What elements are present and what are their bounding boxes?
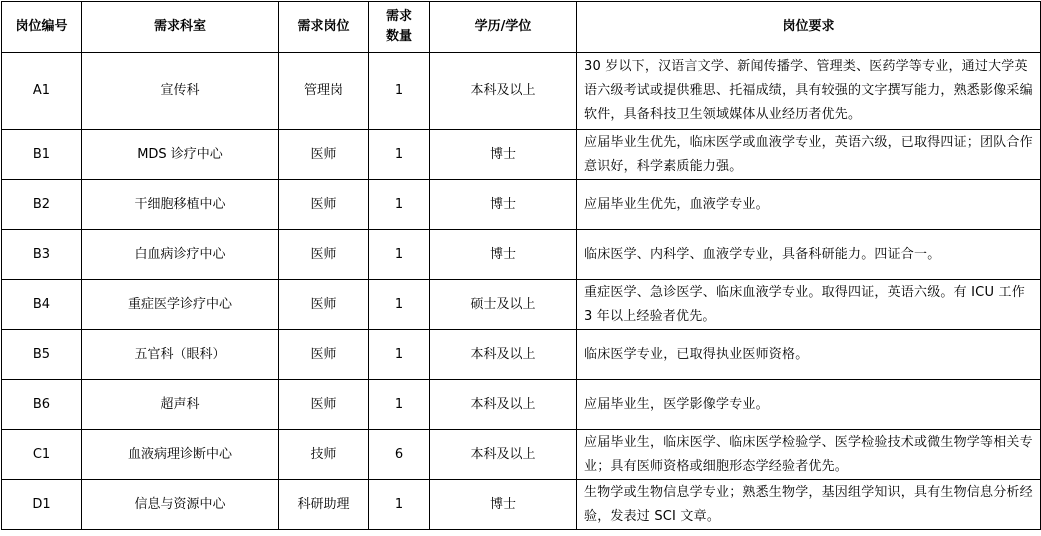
cell-degree: 博士 [430,180,577,230]
cell-code: B5 [2,330,82,380]
cell-degree: 博士 [430,130,577,180]
header-dept: 需求科室 [82,2,279,53]
table-row [2,130,1041,180]
cell-dept: 五官科（眼科） [82,330,279,380]
cell-code: D1 [2,480,82,530]
cell-count: 1 [369,280,430,330]
cell-requirements: 生物学或生物信息学专业；熟悉生物学，基因组学知识，具有生物信息分析经验，发表过 SCI 文章。 [577,480,1041,530]
table-header-row [2,2,1041,53]
header-count-label: 需求数量 [386,9,413,44]
cell-count: 1 [369,130,430,180]
cell-count: 1 [369,230,430,280]
cell-code: B4 [2,280,82,330]
cell-count: 1 [369,180,430,230]
table-row [2,380,1041,430]
cell-degree: 博士 [430,480,577,530]
cell-dept: 宣传科 [82,53,279,130]
table-row [2,480,1041,530]
cell-position: 医师 [279,380,369,430]
cell-degree: 硕士及以上 [430,280,577,330]
cell-code: B2 [2,180,82,230]
cell-requirements: 应届毕业生，医学影像学专业。 [577,380,1041,430]
cell-position: 医师 [279,230,369,280]
cell-position: 技师 [279,430,369,480]
cell-dept: 重症医学诊疗中心 [82,280,279,330]
cell-code: B1 [2,130,82,180]
table-row [2,180,1041,230]
header-requirements: 岗位要求 [577,2,1041,53]
cell-count: 6 [369,430,430,480]
cell-position: 管理岗 [279,53,369,130]
header-degree: 学历/学位 [430,2,577,53]
positions-table [1,1,1041,530]
table-row [2,330,1041,380]
cell-code: C1 [2,430,82,480]
cell-requirements: 重症医学、急诊医学、临床血液学专业。取得四证，英语六级。有 ICU 工作 3 年以上经验者优先。 [577,280,1041,330]
cell-requirements: 30 岁以下，汉语言文学、新闻传播学、管理类、医药学等专业，通过大学英语六级考试或提供雅思、托福成绩，具有较强的文字撰写能力，熟悉影像采编软件，具备科技卫生领域媒体从业经历者优先。 [577,53,1041,130]
cell-dept: MDS 诊疗中心 [82,130,279,180]
cell-position: 医师 [279,280,369,330]
header-count [369,2,430,53]
cell-position: 医师 [279,180,369,230]
cell-dept: 信息与资源中心 [82,480,279,530]
cell-code: A1 [2,53,82,130]
cell-count: 1 [369,53,430,130]
cell-requirements: 应届毕业生优先，临床医学或血液学专业，英语六级，已取得四证；团队合作意识好，科学素质能力强。 [577,130,1041,180]
cell-code: B3 [2,230,82,280]
cell-degree: 本科及以上 [430,430,577,480]
cell-dept: 白血病诊疗中心 [82,230,279,280]
cell-code: B6 [2,380,82,430]
cell-requirements: 临床医学专业，已取得执业医师资格。 [577,330,1041,380]
cell-count: 1 [369,330,430,380]
cell-dept: 血液病理诊断中心 [82,430,279,480]
cell-degree: 博士 [430,230,577,280]
cell-position: 医师 [279,130,369,180]
header-position: 需求岗位 [279,2,369,53]
cell-degree: 本科及以上 [430,53,577,130]
cell-degree: 本科及以上 [430,330,577,380]
cell-count: 1 [369,380,430,430]
header-code: 岗位编号 [2,2,82,53]
cell-position: 科研助理 [279,480,369,530]
cell-count: 1 [369,480,430,530]
cell-requirements: 应届毕业生优先，血液学专业。 [577,180,1041,230]
table-row [2,430,1041,480]
table-row [2,280,1041,330]
table-row [2,53,1041,130]
cell-position: 医师 [279,330,369,380]
table-row [2,230,1041,280]
cell-requirements: 临床医学、内科学、血液学专业，具备科研能力。四证合一。 [577,230,1041,280]
cell-requirements: 应届毕业生，临床医学、临床医学检验学、医学检验技术或微生物学等相关专业；具有医师资格或细胞形态学经验者优先。 [577,430,1041,480]
cell-degree: 本科及以上 [430,380,577,430]
cell-dept: 超声科 [82,380,279,430]
cell-dept: 干细胞移植中心 [82,180,279,230]
